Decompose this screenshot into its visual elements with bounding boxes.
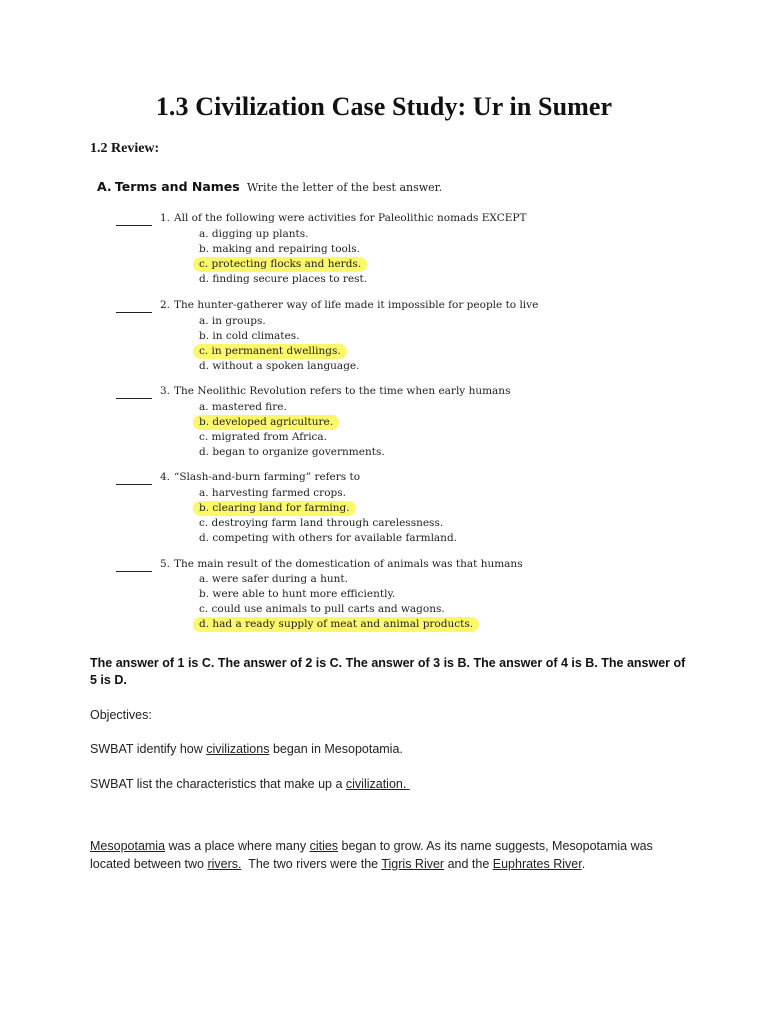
euphrates-river-link[interactable]: Euphrates River bbox=[492, 857, 582, 871]
question-number: 4. bbox=[160, 471, 171, 483]
page-title: 1.3 Civilization Case Study: Ur in Sumer bbox=[155, 92, 613, 121]
paragraph-line-1 bbox=[90, 839, 653, 853]
answer-blank-4[interactable] bbox=[116, 484, 152, 485]
question-text: The hunter-gatherer way of life made it impossible for people to live bbox=[174, 299, 539, 311]
answer-key: The answer of 1 is C. The answer of 2 is C. The answer of 3 is B. The answer of 4 is B. The answer of 5 is D. bbox=[90, 656, 686, 687]
rivers-link[interactable]: rivers. bbox=[207, 857, 242, 871]
choice-c: c. could use animals to pull carts and wagons. bbox=[199, 603, 445, 615]
question-number: 1. bbox=[160, 212, 171, 224]
highlighted-answer: c. protecting flocks and herds. bbox=[193, 257, 367, 272]
question-text: All of the following were activities for Paleolithic nomads EXCEPT bbox=[174, 212, 527, 224]
question-number: 2. bbox=[160, 299, 171, 311]
choice-d-highlighted bbox=[199, 618, 479, 630]
mesopotamia-link[interactable]: Mesopotamia bbox=[90, 839, 166, 853]
review-heading: 1.2 Review: bbox=[90, 141, 160, 156]
paragraph-text: located between two bbox=[90, 857, 208, 871]
tigris-river-link[interactable]: Tigris River bbox=[381, 857, 445, 871]
question-text: The main result of the domestication of animals was that humans bbox=[174, 558, 523, 570]
highlighted-answer: d. had a ready supply of meat and animal products. bbox=[193, 617, 479, 632]
choice-c-highlighted bbox=[199, 345, 347, 357]
objective-1 bbox=[90, 742, 403, 756]
objective-text: SWBAT list the characteristics that make up a bbox=[90, 777, 346, 791]
choice-b-highlighted bbox=[199, 502, 356, 514]
paragraph-text: was a place where many bbox=[165, 839, 310, 853]
question-text: “Slash-and-burn farming” refers to bbox=[174, 471, 361, 483]
paragraph-text: The two rivers were the bbox=[241, 857, 382, 871]
question-number: 5. bbox=[160, 558, 171, 570]
answer-blank-3[interactable] bbox=[116, 398, 152, 399]
answer-blank-2[interactable] bbox=[116, 312, 152, 313]
highlighted-answer: b. developed agriculture. bbox=[193, 415, 339, 430]
choice-a: a. mastered fire. bbox=[199, 401, 287, 413]
question-number: 3. bbox=[160, 385, 171, 397]
choice-d: d. began to organize governments. bbox=[199, 446, 385, 458]
question-text: The Neolithic Revolution refers to the time when early humans bbox=[174, 385, 511, 397]
cities-link[interactable]: cities bbox=[309, 839, 339, 853]
choice-a: a. digging up plants. bbox=[199, 228, 309, 240]
section-a-heading bbox=[97, 179, 442, 195]
paragraph-text: . bbox=[581, 857, 586, 871]
objective-text: SWBAT identify how bbox=[90, 742, 207, 756]
choice-a: a. harvesting farmed crops. bbox=[199, 487, 346, 499]
choice-d: d. without a spoken language. bbox=[199, 360, 360, 372]
choice-b: b. were able to hunt more efficiently. bbox=[199, 588, 396, 600]
choice-c: c. destroying farm land through carelessness. bbox=[199, 517, 444, 529]
choice-a: a. were safer during a hunt. bbox=[199, 573, 348, 585]
answer-blank-5[interactable] bbox=[116, 571, 152, 572]
paragraph-text: and the bbox=[444, 857, 493, 871]
underline-space bbox=[406, 777, 409, 791]
choice-b: b. in cold climates. bbox=[199, 330, 300, 342]
choice-d: d. competing with others for available farmland. bbox=[199, 532, 458, 544]
choice-b-highlighted bbox=[199, 416, 339, 428]
choice-d: d. finding secure places to rest. bbox=[199, 273, 368, 285]
highlighted-answer: c. in permanent dwellings. bbox=[193, 344, 347, 359]
civilization-link[interactable]: civilization. bbox=[345, 777, 407, 791]
choice-c: c. migrated from Africa. bbox=[199, 431, 328, 443]
section-letter: A. bbox=[97, 179, 112, 194]
paragraph-line-2 bbox=[90, 857, 585, 871]
choice-b: b. making and repairing tools. bbox=[199, 243, 360, 255]
highlighted-answer: b. clearing land for farming. bbox=[193, 501, 356, 516]
objective-text: began in Mesopotamia. bbox=[269, 742, 403, 756]
section-name: Terms and Names bbox=[114, 179, 240, 194]
choice-a: a. in groups. bbox=[199, 315, 266, 327]
objective-2 bbox=[90, 777, 410, 791]
answer-blank-1[interactable] bbox=[116, 225, 152, 226]
objectives-heading: Objectives: bbox=[90, 708, 152, 722]
civilizations-link[interactable]: civilizations bbox=[206, 742, 270, 756]
paragraph-text: began to grow. As its name suggests, Mesopotamia was bbox=[338, 839, 653, 853]
choice-c-highlighted bbox=[199, 258, 367, 270]
section-instructions: Write the letter of the best answer. bbox=[246, 181, 443, 194]
